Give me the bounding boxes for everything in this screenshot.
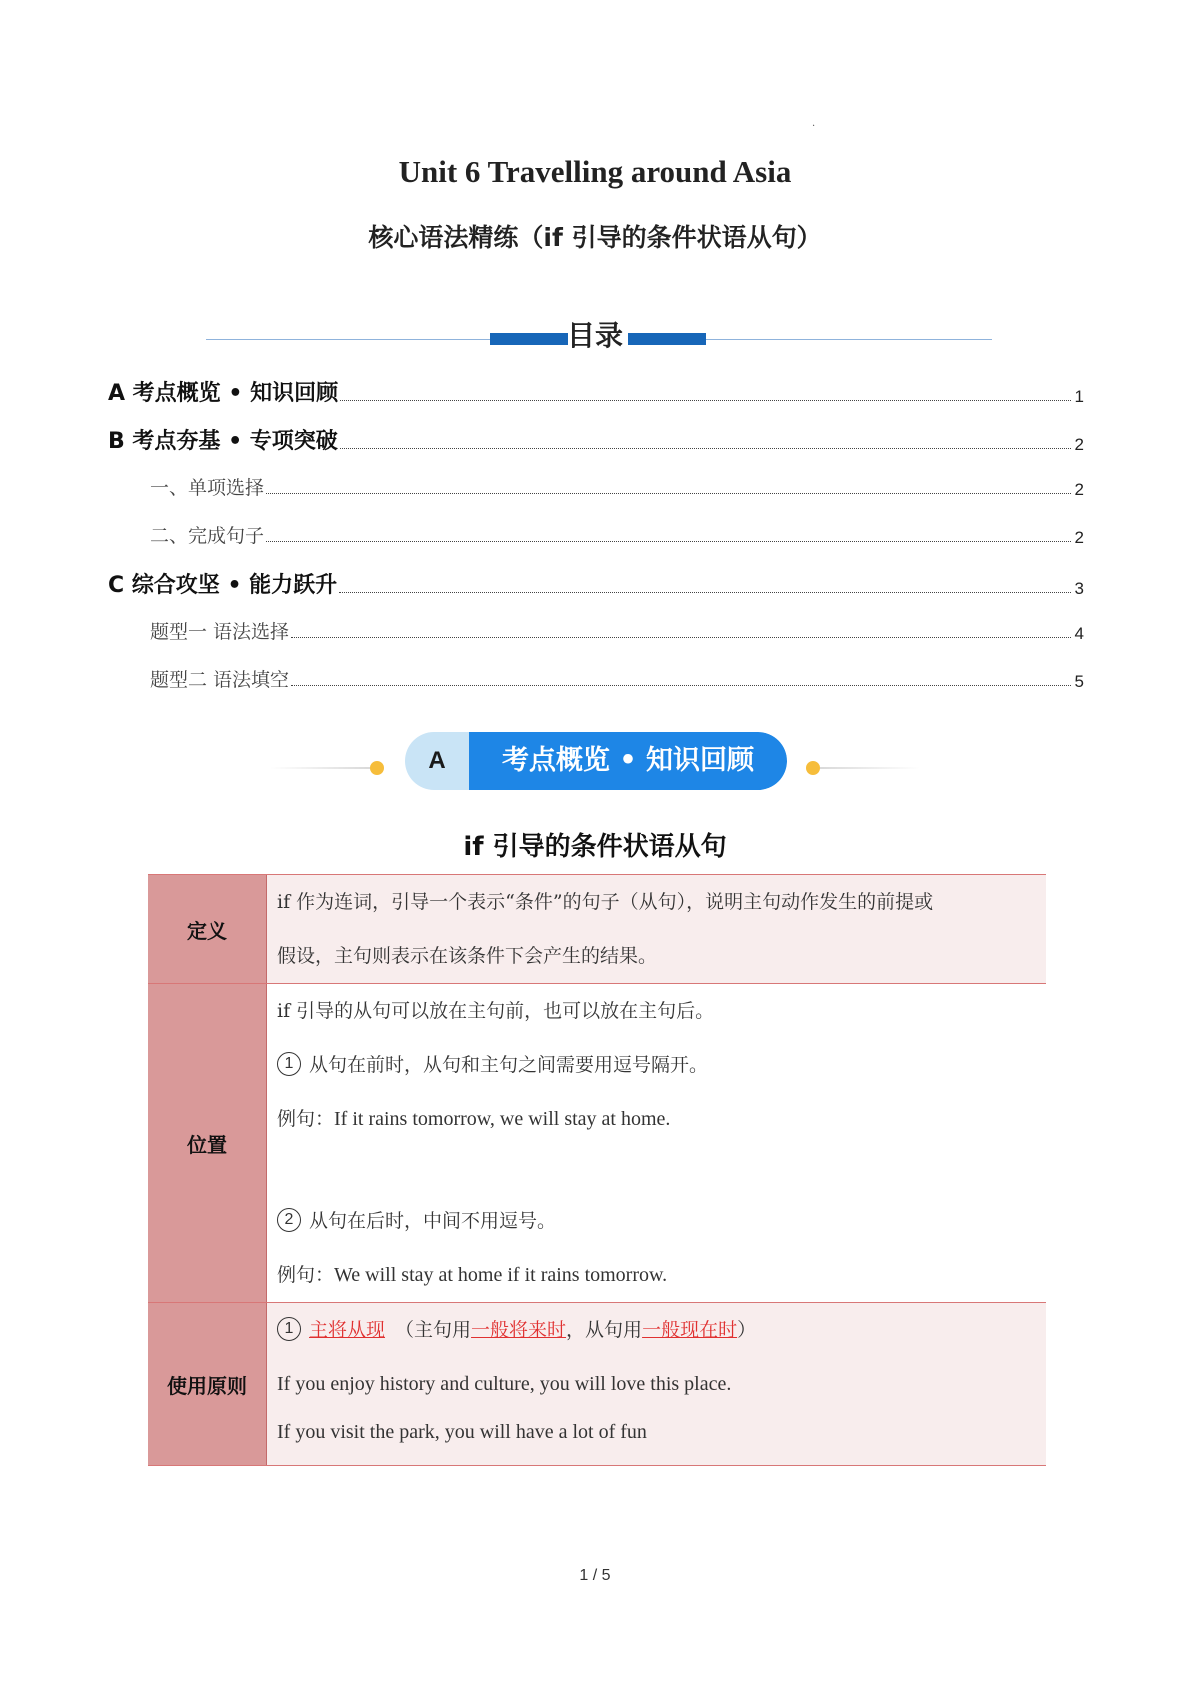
example-line xyxy=(277,1248,1036,1302)
toc-divider-left xyxy=(206,339,492,340)
circled-number: 2 xyxy=(277,1208,301,1232)
toc-leader xyxy=(340,448,1071,449)
page-number: 1 / 5 xyxy=(579,1567,611,1584)
table-row-rule xyxy=(148,1302,1046,1466)
toc-leader xyxy=(291,685,1070,686)
toc-entry-page: 3 xyxy=(1074,579,1084,598)
banner-line-right xyxy=(820,767,920,769)
toc-bar-right xyxy=(628,333,706,345)
header-mark: . xyxy=(812,118,816,129)
example-label: 例句： xyxy=(277,1108,335,1130)
section-title: if 引导的条件状语从句 xyxy=(463,832,727,862)
toc-entry-label: 二、完成句子 xyxy=(150,525,265,547)
banner-dot-left xyxy=(370,761,384,775)
banner-dot-right xyxy=(806,761,820,775)
rule-text: ，从句用 xyxy=(566,1319,643,1341)
row-header: 使用原则 xyxy=(148,1303,267,1465)
row-body xyxy=(267,875,1046,983)
toc-entry-label: B 考点夯基 • 专项突破 xyxy=(108,429,338,454)
row-header: 定义 xyxy=(148,875,267,983)
example-line xyxy=(277,1092,1036,1146)
rule-text: （主句用 xyxy=(395,1319,472,1341)
toc-entry[interactable] xyxy=(150,521,1084,548)
position-text: 从句在后时，中间不用逗号。 xyxy=(309,1210,557,1232)
example-sentence: If you visit the park, you will have a lot of fun xyxy=(277,1421,647,1443)
toc-entry-label: 题型一 语法选择 xyxy=(150,621,290,643)
toc-entry-label: A 考点概览 • 知识回顾 xyxy=(108,381,339,406)
example-sentence: We will stay at home if it rains tomorrow. xyxy=(334,1264,668,1286)
example-label: 例句： xyxy=(277,1264,335,1286)
row-header: 位置 xyxy=(148,984,267,1302)
toc-entry[interactable] xyxy=(150,617,1084,644)
toc-leader xyxy=(339,592,1070,593)
banner-letter: A xyxy=(428,747,446,774)
banner-line-left xyxy=(270,767,370,769)
toc-entry[interactable] xyxy=(108,376,1084,407)
toc-entry-page: 1 xyxy=(1074,387,1084,406)
definition-line: if 作为连词，引导一个表示“条件”的句子（从句），说明主句动作发生的前提或 xyxy=(277,891,934,913)
rule-text: ） xyxy=(737,1319,757,1341)
spacer xyxy=(277,1146,1036,1194)
table-row-position xyxy=(148,983,1046,1302)
document-subtitle: 核心语法精练（if 引导的条件状语从句） xyxy=(368,223,822,252)
position-text: 从句在前时，从句和主句之间需要用逗号隔开。 xyxy=(309,1054,709,1076)
position-point xyxy=(277,1194,1036,1248)
toc-leader xyxy=(340,400,1070,401)
toc-entry-page: 2 xyxy=(1074,480,1084,499)
toc-leader xyxy=(266,541,1071,542)
row-body xyxy=(267,1303,1046,1465)
toc-bar-left xyxy=(490,333,568,345)
toc-entry-label: 题型二 语法填空 xyxy=(150,669,290,691)
definition-line: 假设，主句则表示在该条件下会产生的结果。 xyxy=(277,945,658,967)
table-row-definition xyxy=(148,874,1046,983)
toc-entry[interactable] xyxy=(108,568,1084,599)
row-body xyxy=(267,984,1046,1302)
toc-entry[interactable] xyxy=(150,665,1084,692)
toc-heading: 目录 xyxy=(566,319,623,352)
toc-entry[interactable] xyxy=(150,473,1084,500)
toc-entry-label: C 综合攻坚 • 能力跃升 xyxy=(108,573,338,598)
rule-key: 主将从现 xyxy=(309,1319,386,1341)
rule-key-tense: 一般现在时 xyxy=(642,1319,738,1341)
toc-entry[interactable] xyxy=(108,424,1084,455)
position-line: if 引导的从句可以放在主句前，也可以放在主句后。 xyxy=(277,1000,715,1022)
banner-text: 考点概览 • 知识回顾 xyxy=(469,732,787,790)
circled-number: 1 xyxy=(277,1317,301,1341)
position-point xyxy=(277,1038,1036,1092)
toc-leader xyxy=(291,637,1070,638)
toc-entry-label: 一、单项选择 xyxy=(150,477,265,499)
document-title: Unit 6 Travelling around Asia xyxy=(398,154,792,189)
toc-entry-page: 2 xyxy=(1074,528,1084,547)
section-banner xyxy=(405,732,787,790)
example-sentence: If it rains tomorrow, we will stay at home. xyxy=(334,1108,671,1130)
rule-line xyxy=(277,1303,1036,1357)
rule-key-tense: 一般将来时 xyxy=(471,1319,567,1341)
toc-entry-page: 5 xyxy=(1074,672,1084,691)
toc-leader xyxy=(266,493,1071,494)
example-sentence: If you enjoy history and culture, you will love this place. xyxy=(277,1373,732,1395)
grammar-table xyxy=(148,874,1046,1466)
toc-entry-page: 2 xyxy=(1074,435,1084,454)
toc-divider-right xyxy=(706,339,992,340)
toc-entry-page: 4 xyxy=(1074,624,1084,643)
circled-number: 1 xyxy=(277,1052,301,1076)
